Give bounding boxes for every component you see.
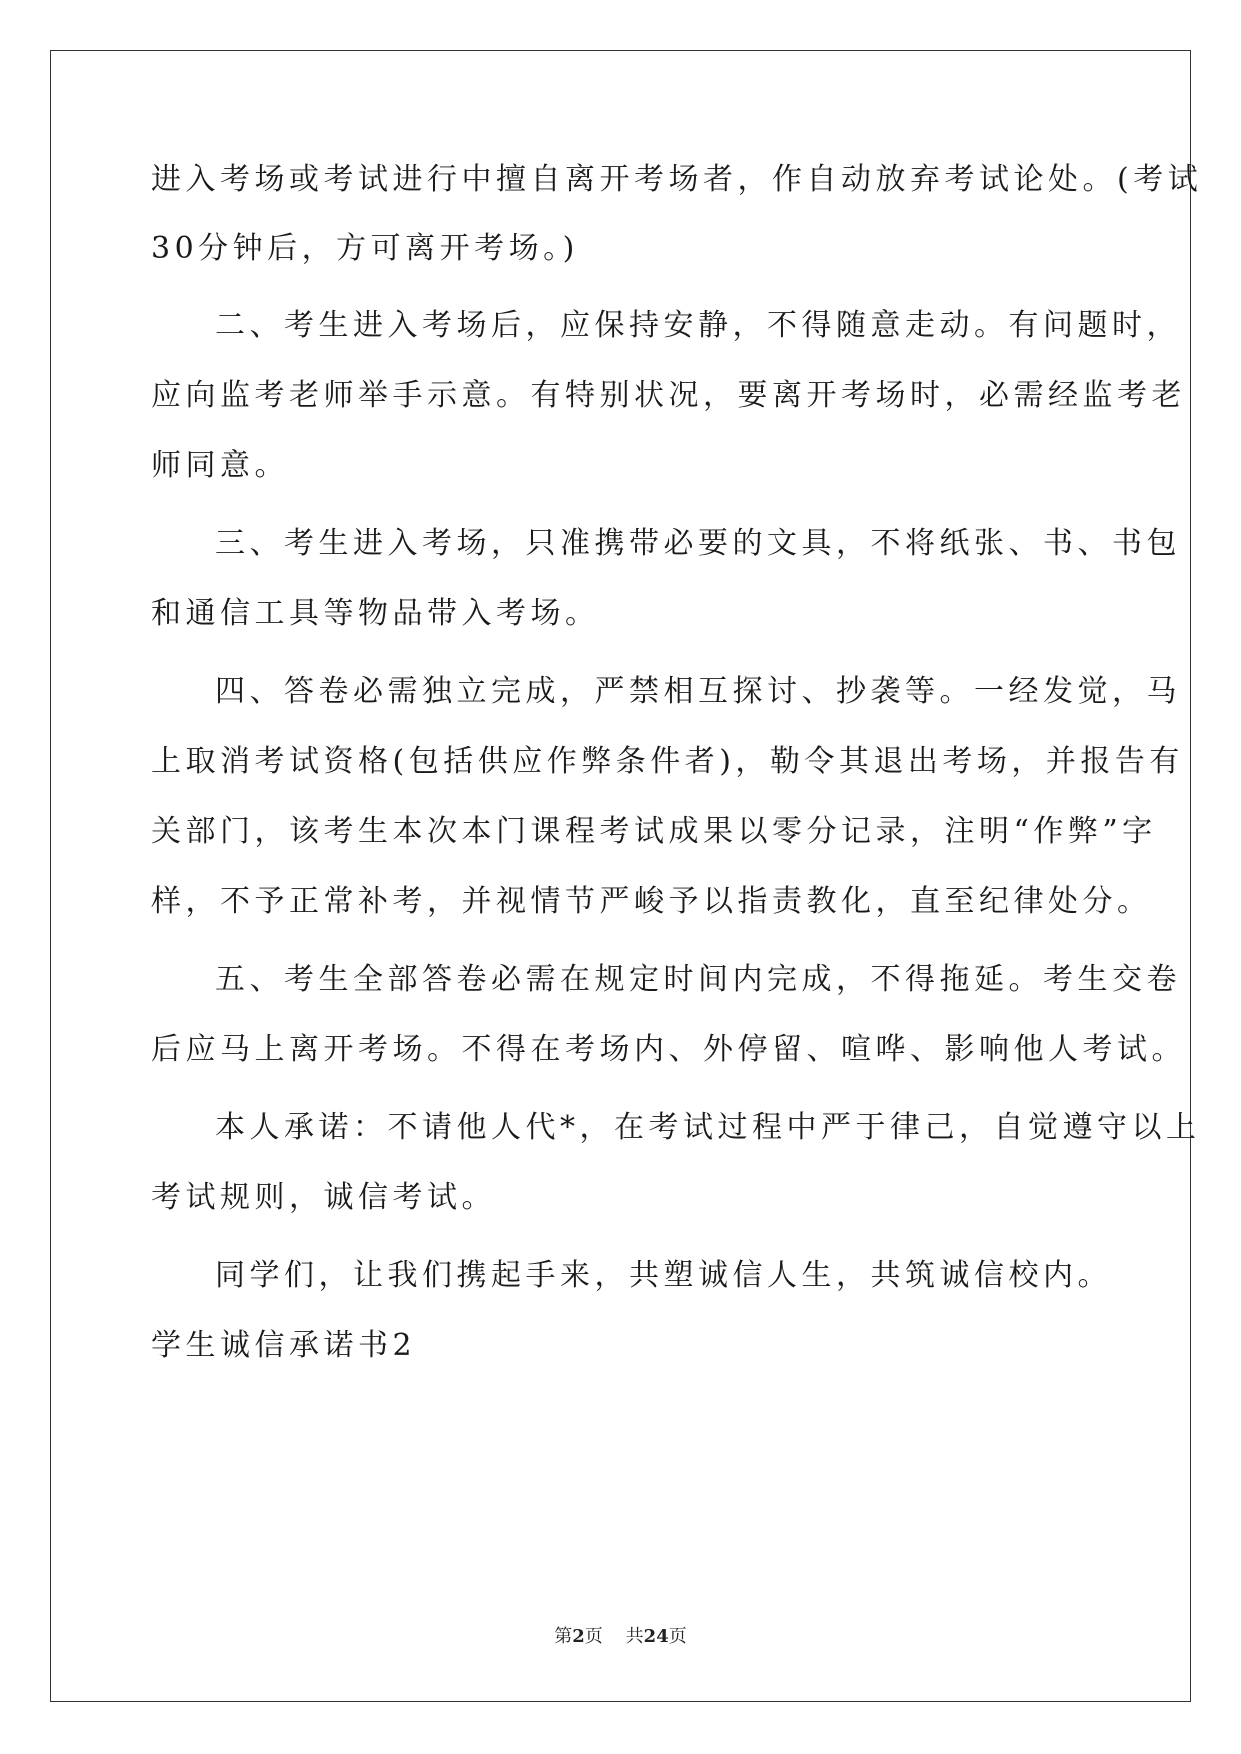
text-line-7: 和通信工具等物品带入考场。: [151, 596, 600, 631]
text-line-10: 关部门，该考生本次本门课程考试成果以零分记录，注明“作弊”字: [151, 814, 1157, 849]
text-line-11: 样，不予正常补考，并视情节严峻予以指责教化，直至纪律处分。: [151, 884, 1152, 919]
footer-prefix: 第: [554, 1626, 573, 1647]
text-line-4: 应向监考老师举手示意。有特别状况，要离开考场时，必需经监考老: [151, 378, 1186, 413]
text-line-15: 考试规则，诚信考试。: [151, 1180, 496, 1215]
text-line-2: 30分钟后，方可离开考场。): [151, 231, 579, 266]
text-line-13: 后应马上离开考场。不得在考场内、外停留、喧哗、影响他人考试。: [151, 1032, 1186, 1067]
text-line-16: 同学们，让我们携起手来，共塑诚信人生，共筑诚信校内。: [215, 1258, 1112, 1293]
text-line-14: 本人承诺：不请他人代*，在考试过程中严于律己，自觉遵守以上: [215, 1110, 1201, 1145]
text-line-6: 三、考生进入考场，只准携带必要的文具，不将纸张、书、书包: [215, 526, 1181, 561]
footer-page-suffix: 页: [584, 1626, 603, 1647]
page-footer: [0, 1626, 1241, 1648]
text-line-1: 进入考场或考试进行中擅自离开考场者，作自动放弃考试论处。(考试: [151, 162, 1203, 197]
footer-total-suffix: 页: [668, 1626, 687, 1647]
text-line-8: 四、答卷必需独立完成，严禁相互探讨、抄袭等。一经发觉，马: [215, 674, 1181, 709]
footer-total-pages: 24: [643, 1626, 669, 1647]
page-frame: [50, 50, 1191, 1702]
footer-page-number: 2: [572, 1626, 585, 1647]
text-line-12: 五、考生全部答卷必需在规定时间内完成，不得拖延。考生交卷: [215, 962, 1181, 997]
text-line-9: 上取消考试资格(包括供应作弊条件者)，勒令其退出考场，并报告有: [151, 744, 1184, 779]
text-line-5: 师同意。: [151, 448, 289, 483]
footer-total-prefix: 共: [625, 1626, 644, 1647]
text-line-3: 二、考生进入考场后，应保持安静，不得随意走动。有问题时，: [215, 308, 1181, 343]
section-heading: 学生诚信承诺书2: [151, 1328, 417, 1363]
